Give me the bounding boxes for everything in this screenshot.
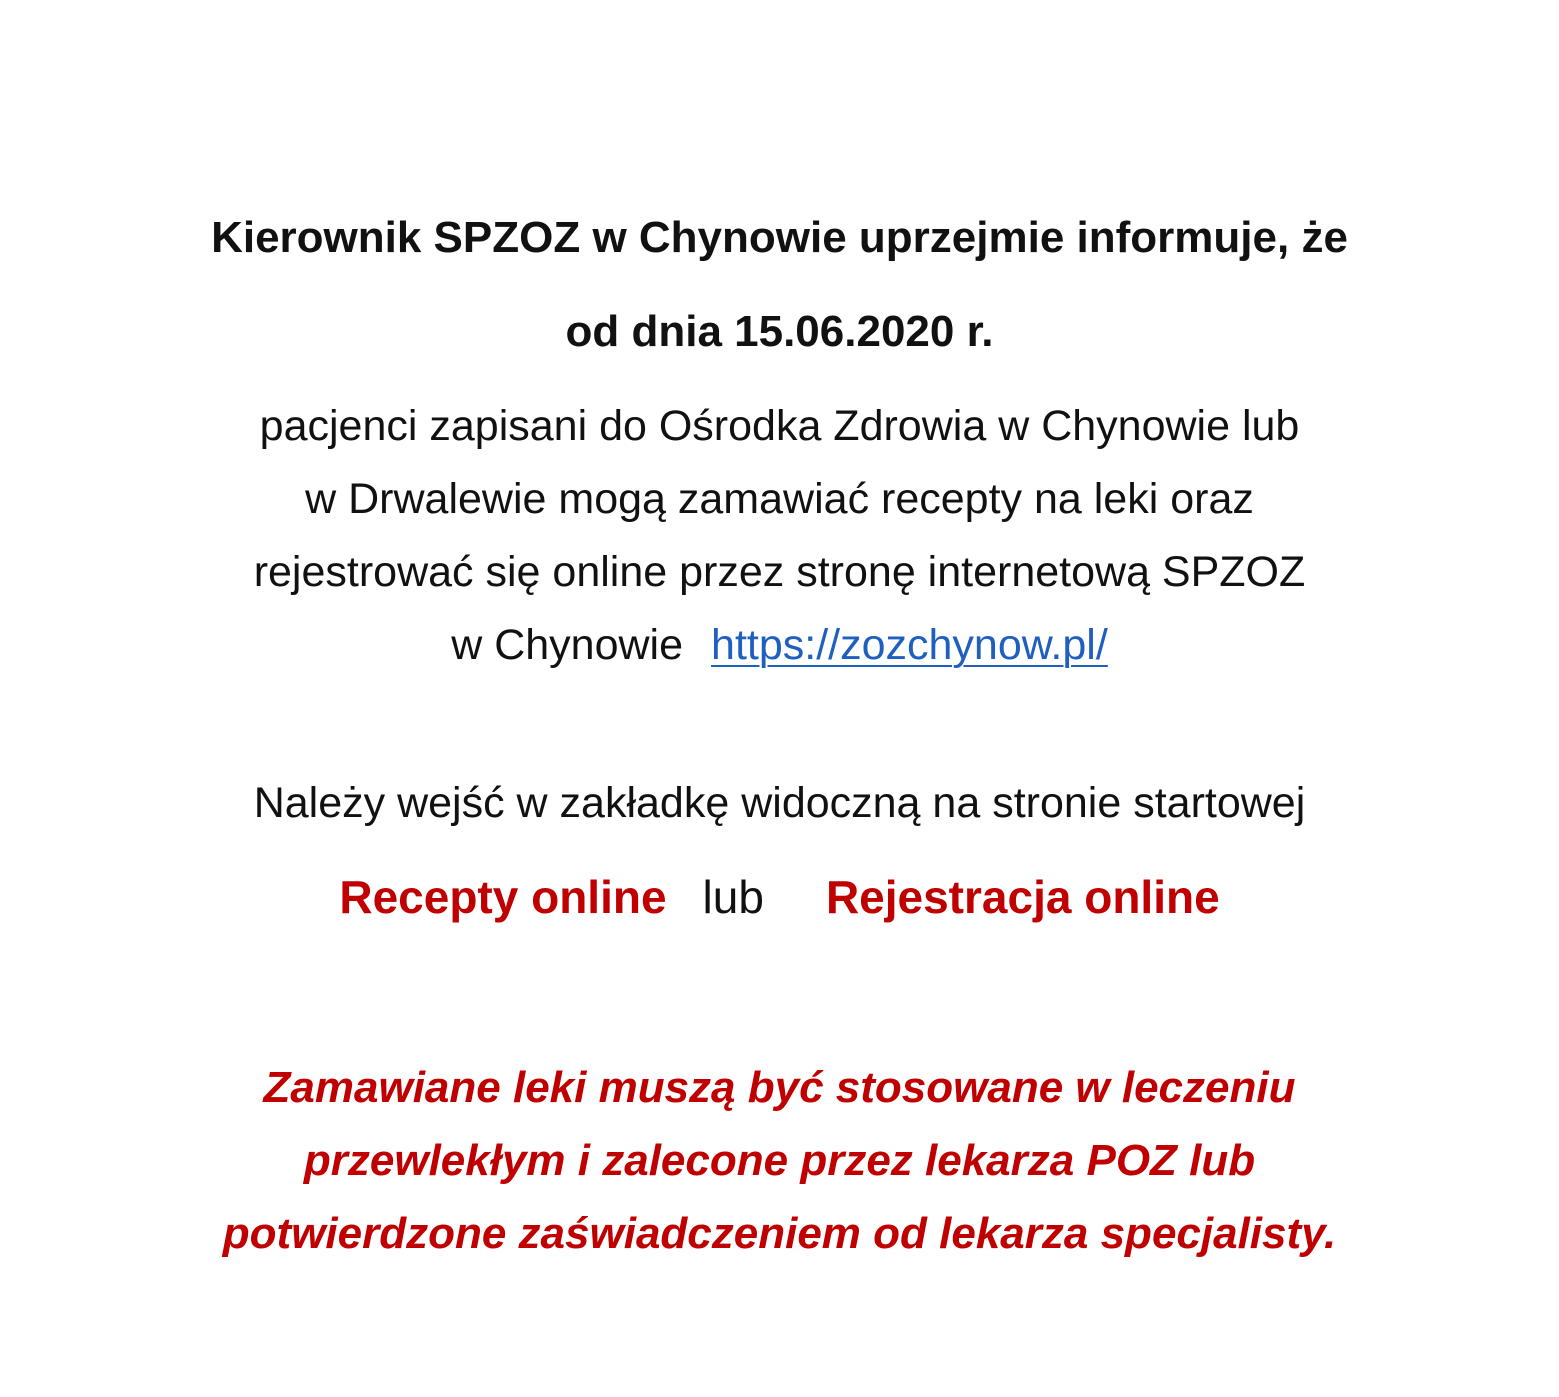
header-line-2: od dnia 15.06.2020 r.	[565, 307, 994, 356]
website-link[interactable]: https://zozchynow.pl/	[711, 621, 1108, 669]
body-line-4-prefix: w Chynowie	[451, 621, 684, 669]
body-line-1: pacjenci zapisani do Ośrodka Zdrowia w Chynowie lub	[259, 402, 1300, 450]
body-line-3: rejestrować się online przez stronę internetową SPZOZ	[253, 548, 1306, 596]
warning-line-2: przewlekłym i zalecone przez lekarza POZ lub	[303, 1136, 1256, 1185]
tab-rejestracja-online: Rejestracja online	[825, 871, 1220, 923]
warning-line-1: Zamawiane leki muszą być stosowane w leczeniu	[263, 1063, 1296, 1112]
header-line-1: Kierownik SPZOZ w Chynowie uprzejmie informuje, że	[211, 213, 1348, 262]
warning-line-3: potwierdzone zaświadczeniem od lekarza specjalisty.	[222, 1209, 1337, 1258]
tab-recepty-online: Recepty online	[339, 871, 667, 923]
instruction-text: Należy wejść w zakładkę widoczną na stronie startowej	[253, 779, 1306, 827]
tabs-separator: lub	[702, 871, 764, 923]
body-line-2: w Drwalewie mogą zamawiać recepty na leki oraz	[305, 475, 1254, 523]
tabs-line	[0, 871, 1559, 923]
body-line-4	[0, 621, 1559, 669]
